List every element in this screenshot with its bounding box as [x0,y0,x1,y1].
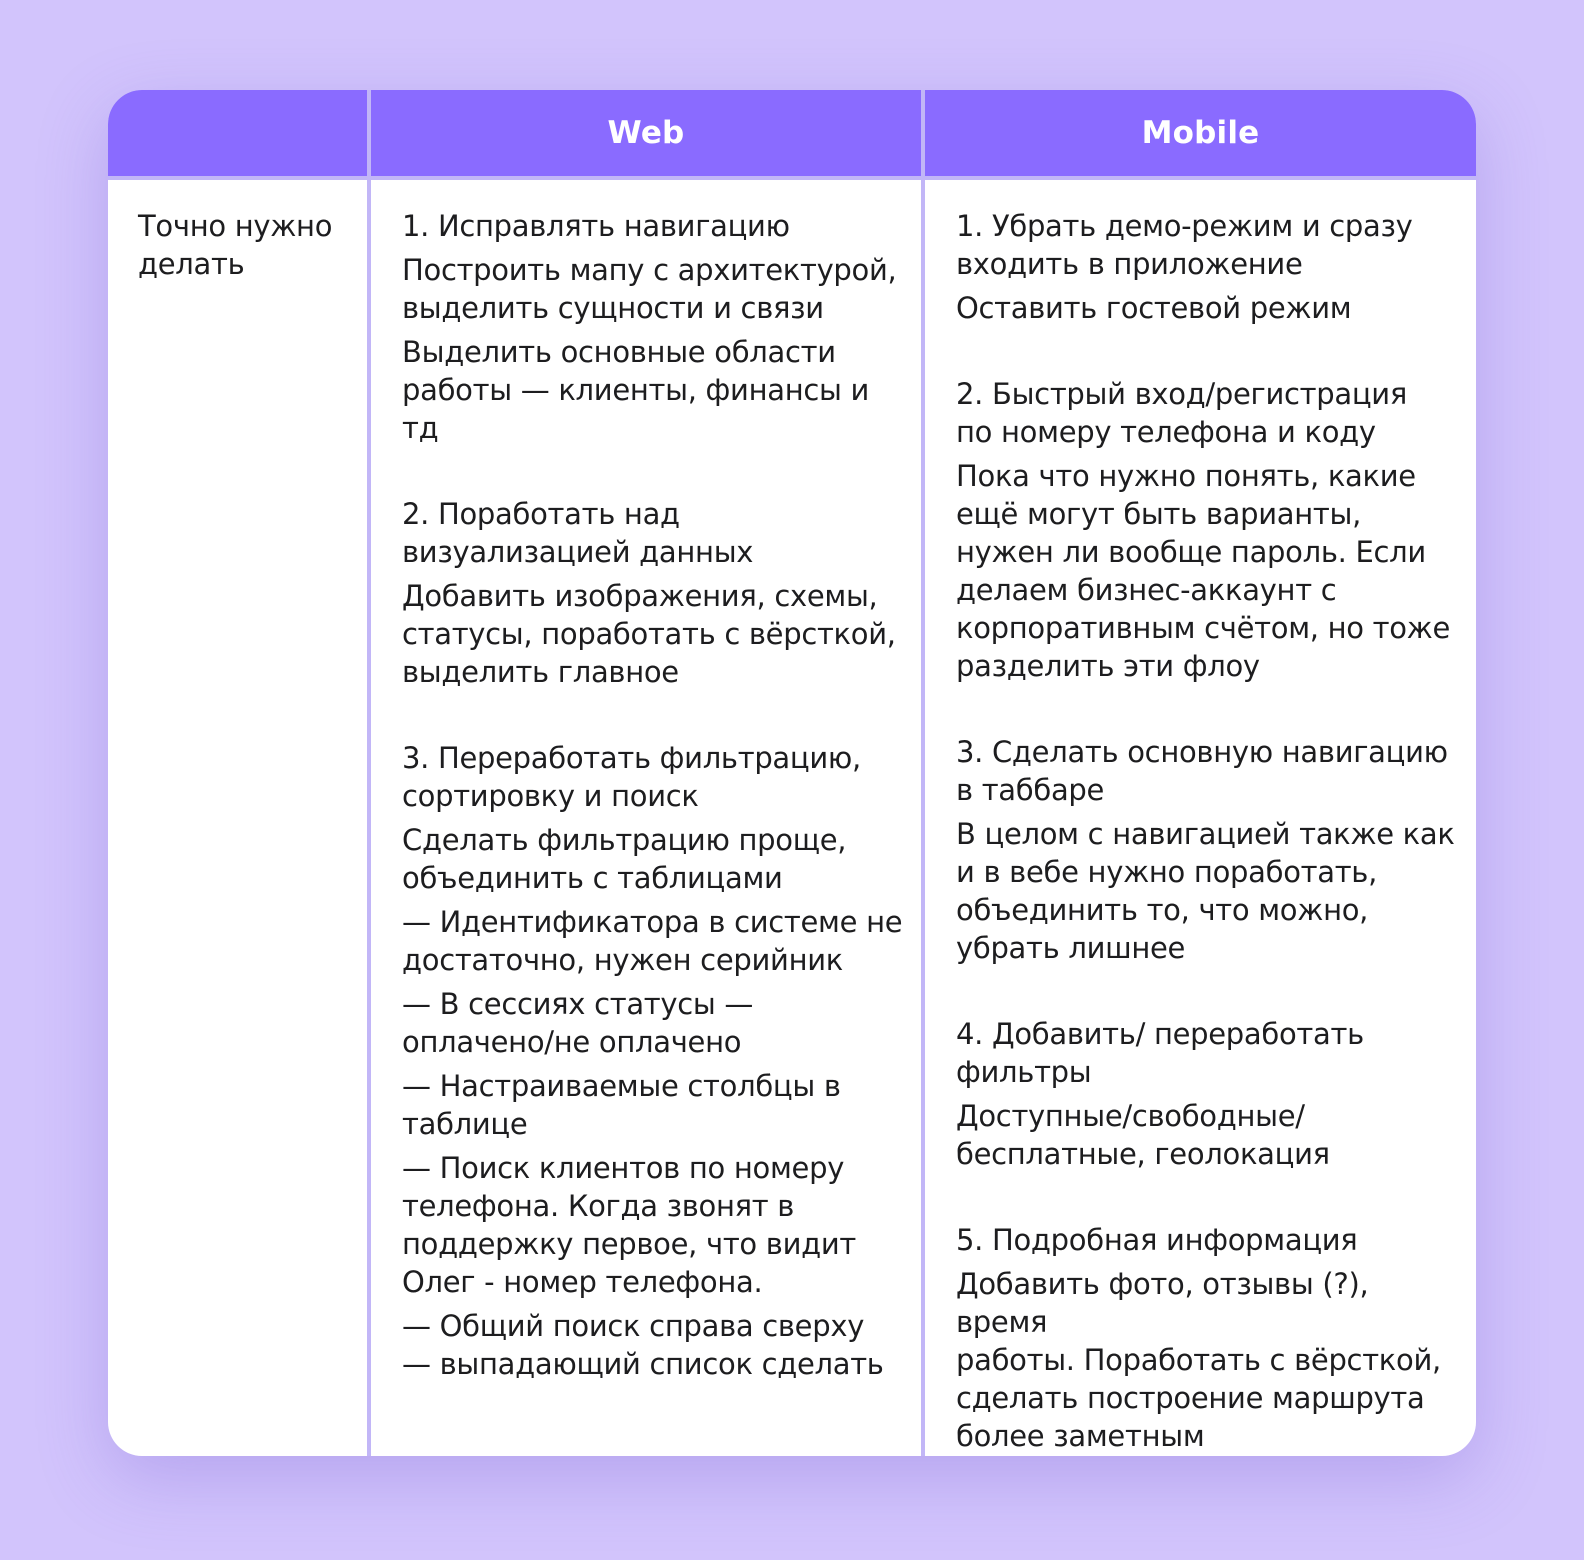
section-text: — Общий поиск справа сверху — выпадающий список сделать [402,1309,884,1381]
section-text: Выделить основные области работы — клиенты, финансы и тд [402,335,870,445]
section-title: 1. Убрать демо-режим и сразу входить в приложение [956,209,1413,281]
mobile-section [956,733,1456,967]
section-text: — Настраиваемые столбцы в таблице [402,1069,841,1141]
mobile-cell [956,207,1456,1455]
section-title: 5. Подробная информация [956,1223,1358,1257]
header-mobile: Mobile [925,90,1476,176]
section-text: Оставить гостевой режим [956,291,1352,325]
table-header [108,90,1476,176]
section-title: 3. Сделать основную навигацию в таббаре [956,735,1448,807]
web-section [402,739,906,1383]
web-cell [402,207,906,1383]
section-title: 2. Поработать над визуализацией данных [402,497,754,569]
section-title: 2. Быстрый вход/регистрация по номеру телефона и коду [956,377,1407,449]
mobile-section [956,207,1456,327]
section-text: — В сессиях статусы — оплачено/не оплачено [402,987,754,1059]
mobile-section [956,1221,1456,1455]
section-text: Добавить фото, отзывы (?), время работы. Поработать с вёрсткой, сделать построение маршрута более заметным [956,1267,1441,1453]
mobile-section [956,1015,1456,1173]
section-text: — Идентификатора в системе не достаточно, нужен серийник [402,905,903,977]
header-divider [108,176,1476,180]
section-title: 3. Переработать фильтрацию, сортировку и поиск [402,741,861,813]
header-empty-cell [108,90,367,176]
section-text: Добавить изображения, схемы, статусы, поработать с вёрсткой, выделить главное [402,579,896,689]
comparison-table [108,90,1476,1456]
section-text: Построить мапу с архитектурой, выделить сущности и связи [402,253,897,325]
section-text: Сделать фильтрацию проще, объединить с таблицами [402,823,847,895]
web-section [402,207,906,447]
section-text: — Поиск клиентов по номеру телефона. Когда звонят в поддержку первое, что видит Олег - номер телефона. [402,1151,857,1299]
mobile-section [956,375,1456,685]
section-text: Пока что нужно понять, какие ещё могут быть варианты, нужен ли вообще пароль. Если делаем бизнес-аккаунт с корпоративным счётом, но тоже разделить эти флоу [956,459,1451,683]
section-title: 1. Исправлять навигацию [402,209,790,243]
row-label: Точно нужно делать [138,209,333,281]
column-divider [921,90,925,1456]
column-divider [367,90,371,1456]
web-section [402,495,906,691]
section-text: В целом с навигацией также как и в вебе нужно поработать, объединить то, что можно, убрать лишнее [956,817,1455,965]
row-label-cell [138,207,352,283]
section-text: Доступные/свободные/ бесплатные, геолокация [956,1099,1330,1171]
section-title: 4. Добавить/ переработать фильтры [956,1017,1364,1089]
header-web: Web [371,90,921,176]
